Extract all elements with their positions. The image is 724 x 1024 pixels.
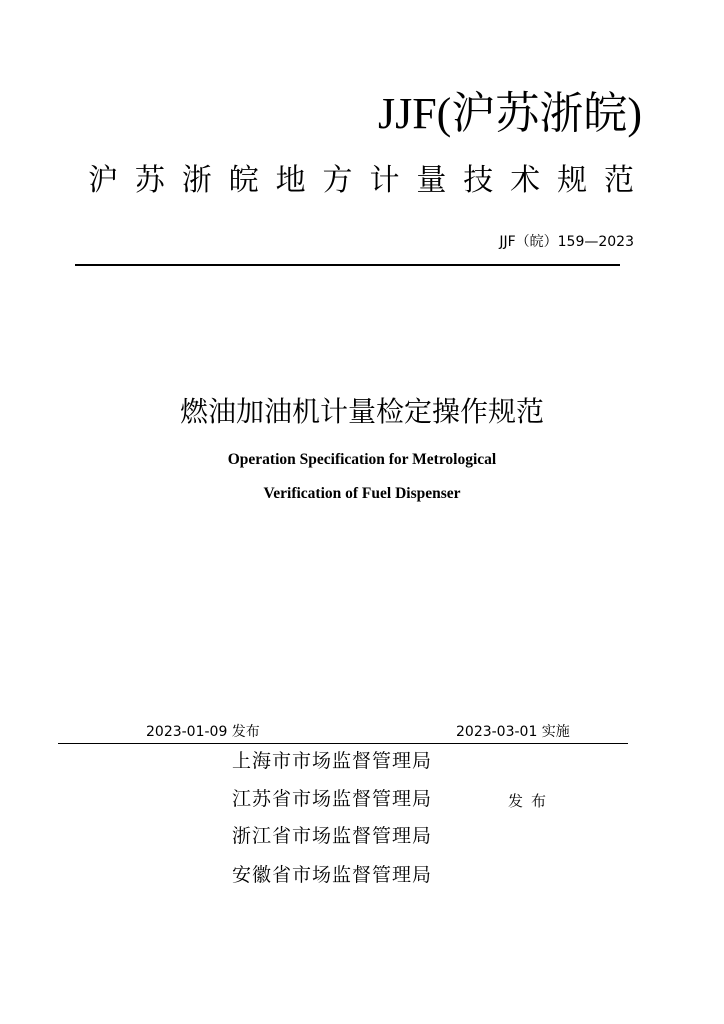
publisher-shanghai: 上海市市场监督管理局 <box>232 750 433 772</box>
issue-date: 2023-01-09 发布 <box>146 724 260 740</box>
document-number: JJF（皖）159—2023 <box>499 234 634 250</box>
document-title-english-line-2: Verification of Fuel Dispenser <box>263 485 461 502</box>
effective-date: 2023-03-01 实施 <box>456 724 570 740</box>
publish-label: 发布 <box>508 792 555 810</box>
publisher-anhui: 安徽省市场监督管理局 <box>232 864 433 886</box>
series-code: JJF(沪苏浙皖) <box>377 89 642 138</box>
header-divider <box>75 264 620 266</box>
publisher-zhejiang: 浙江省市场监督管理局 <box>232 825 433 847</box>
document-title-english-line-1: Operation Specification for Metrological <box>227 451 497 468</box>
document-title-chinese: 燃油加油机计量检定操作规范 <box>179 395 544 428</box>
publisher-jiangsu: 江苏省市场监督管理局 <box>232 788 433 810</box>
footer-divider <box>58 743 628 744</box>
series-title: 沪苏浙皖地方计量技术规范 <box>88 163 634 198</box>
